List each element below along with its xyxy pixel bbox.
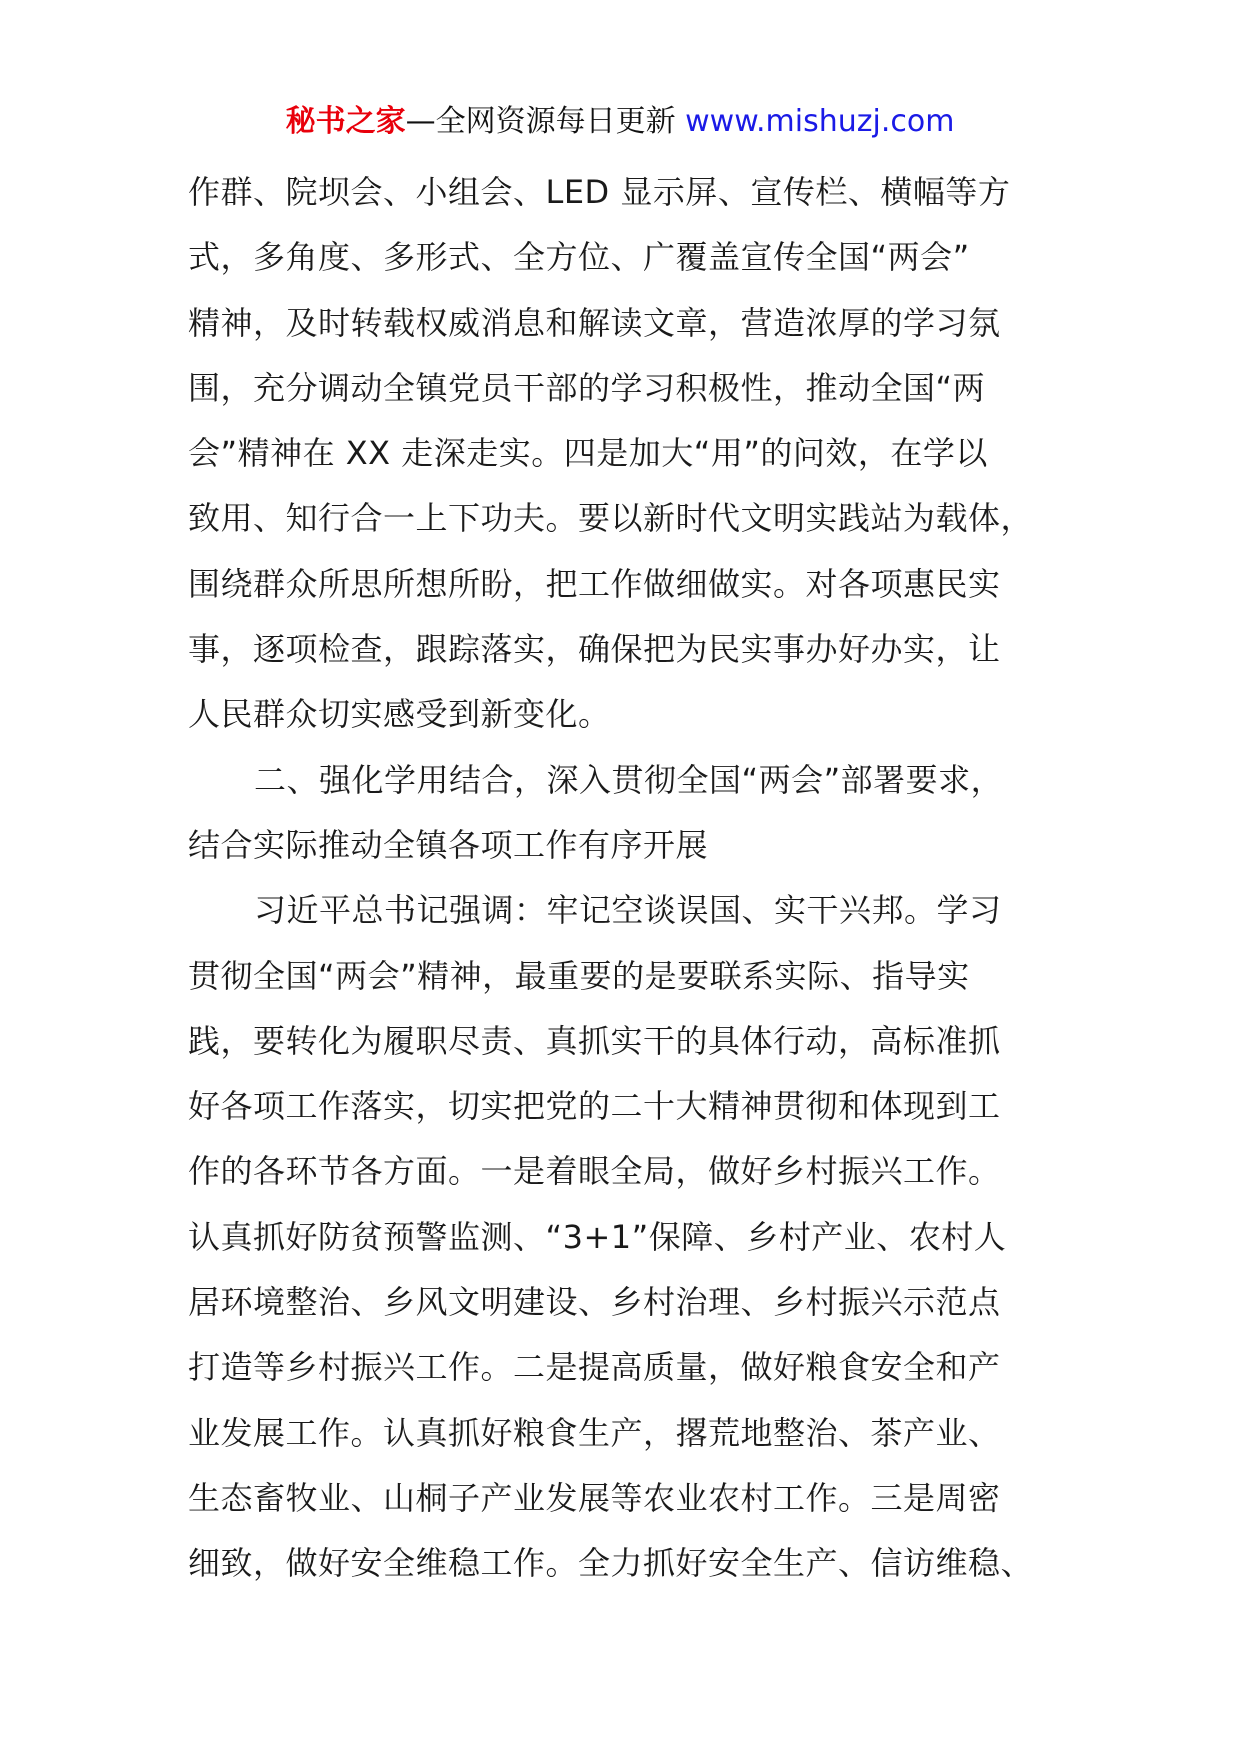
text-line: 式，多角度、多形式、全方位、广覆盖宣传全国“两会” (188, 238, 970, 277)
text-line: 精神，及时转载权威消息和解读文章，营造浓厚的学习氛 (188, 303, 1001, 342)
text-line: 认真抓好防贫预警监测、“3+1”保障、乡村产业、农村人 (188, 1217, 1007, 1256)
document-body (188, 160, 1058, 1597)
section-heading: 二、强化学用结合，深入贯彻全国“两会”部署要求， (254, 760, 1004, 799)
header-tagline: —全网资源每日更新 (405, 104, 676, 139)
text-line: 会”精神在 XX 走深走实。四是加大“用”的问效，在学以 (188, 434, 988, 473)
section-heading-continued: 结合实际推动全镇各项工作有序开展 (188, 825, 709, 864)
site-url-link[interactable]: www.mishuzj.com (685, 104, 955, 139)
text-line: 事，逐项检查，跟踪落实，确保把为民实事办好办实，让 (188, 630, 1001, 669)
paragraph-start: 习近平总书记强调：牢记空谈误国、实干兴邦。学习 (254, 891, 1002, 930)
text-line: 围，充分调动全镇党员干部的学习积极性，推动全国“两 (188, 368, 986, 407)
brand-name: 秘书之家 (285, 104, 406, 139)
text-line: 生态畜牧业、山桐子产业发展等农业农村工作。三是周密 (188, 1478, 1001, 1517)
text-line: 贯彻全国“两会”精神，最重要的是要联系实际、指导实 (188, 956, 970, 995)
text-line: 作的各环节各方面。一是着眼全局，做好乡村振兴工作。 (188, 1152, 1001, 1191)
text-line: 践，要转化为履职尽责、真抓实干的具体行动，高标准抓 (188, 1021, 1001, 1060)
text-line: 好各项工作落实，切实把党的二十大精神贯彻和体现到工 (188, 1087, 1001, 1126)
text-line: 致用、知行合一上下功夫。要以新时代文明实践站为载体， (188, 499, 1034, 538)
text-line: 细致，做好安全维稳工作。全力抓好安全生产、信访维稳、 (188, 1544, 1034, 1583)
site-header (0, 100, 1240, 144)
text-line: 业发展工作。认真抓好粮食生产，撂荒地整治、茶产业、 (188, 1413, 1001, 1452)
text-line: 人民群众切实感受到新变化。 (188, 695, 611, 734)
text-line: 作群、院坝会、小组会、LED 显示屏、宣传栏、横幅等方 (188, 173, 1011, 211)
text-line: 打造等乡村振兴工作。二是提高质量，做好粮食安全和产 (188, 1348, 1001, 1387)
text-line: 围绕群众所思所想所盼，把工作做细做实。对各项惠民实 (188, 564, 1001, 603)
text-line: 居环境整治、乡风文明建设、乡村治理、乡村振兴示范点 (188, 1283, 1001, 1322)
